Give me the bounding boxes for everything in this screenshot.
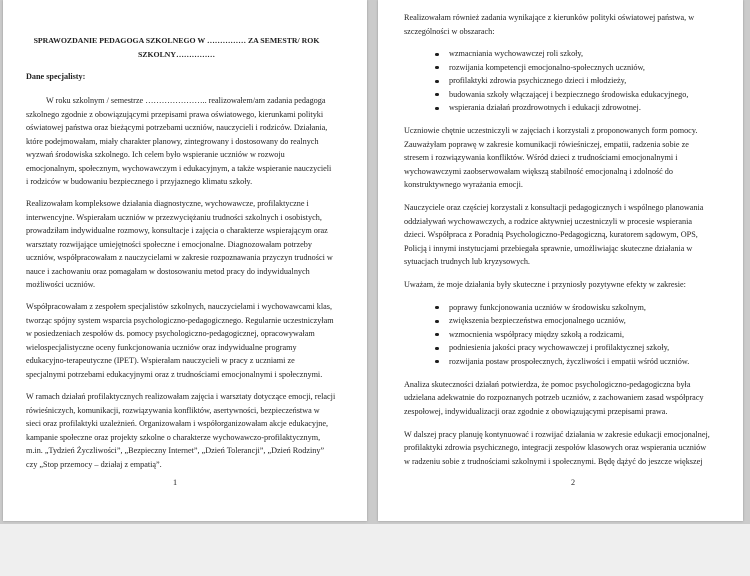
bullet-icon bbox=[435, 66, 438, 69]
document-page-2 bbox=[378, 0, 743, 521]
text-line: czy „Stop przemocy – działaj z empatią”. bbox=[26, 459, 162, 469]
list-item-text: wzmacniania wychowawczej roli szkoły, bbox=[449, 49, 584, 59]
text-line: wyzwań środowiska szkolnego. Ich celem było wspieranie uczniów w rozwoju bbox=[26, 150, 285, 160]
text-line: specjalnymi potrzebami edukacyjnymi oraz z trudnościami emocjonalnymi i społecznymi. bbox=[26, 369, 323, 379]
bullet-list bbox=[404, 301, 734, 369]
title-line: SZKOLNY…………… bbox=[137, 50, 216, 59]
list-item-text: rozwijania kompetencji emocjonalno-społecznych uczniów, bbox=[449, 62, 645, 72]
text-line: które podejmowałam, miały charakter planowy, zintegrowany i dostosowany do realnych bbox=[26, 136, 319, 146]
text-line: emocjonalnym, społecznym, wychowawczym i edukacyjnym, a także wspieranie nauczycieli bbox=[26, 163, 332, 173]
list-item-text: podniesienia jakości pracy wychowawczej i profilaktycznej szkoły, bbox=[449, 343, 670, 353]
text-line: Współpracowałam z zespołem specjalistów szkolnych, nauczycielami i wychowawcami klas, bbox=[26, 302, 333, 312]
text-line: m.in. „Tydzień Życzliwości”, „Bezpieczny Internet”, „Dzień Tolerancji”, „Dzień Rodziny” bbox=[26, 446, 325, 456]
paragraph bbox=[404, 11, 734, 38]
text-line: Nauczyciele oraz częściej korzystali z konsultacji pedagogicznych i wspólnego planowania bbox=[404, 203, 704, 213]
text-line: w radzeniu sobie z trudnościami szkolnymi i społecznymi. Będę dążyć do jeszcze większej bbox=[404, 456, 703, 466]
page-content bbox=[26, 34, 356, 480]
text-line: edukacyjno-terapeutyczne (IPET). Wspierałam nauczycieli w pracy z uczniami ze bbox=[26, 356, 295, 366]
list-item bbox=[404, 61, 734, 75]
text-line: możliwości uczniów. bbox=[26, 280, 96, 290]
bullet-icon bbox=[435, 53, 438, 56]
text-line: prowadziłam indywidualne rozmowy, konsultacje i zajęcia o charakterze wspierającym oraz bbox=[26, 226, 328, 236]
document-page-1 bbox=[3, 0, 367, 521]
text-line: W dalszej pracy planuję kontynuować i rozwijać działania w zakresie edukacji emocjonalnej, bbox=[404, 429, 710, 439]
text-line: dzieci. Współpraca z Poradnią Psychologiczno-Pedagogiczną, kuratorem sądowym, OPS, bbox=[404, 230, 698, 240]
paragraph bbox=[404, 378, 734, 419]
list-item-text: wspierania działań prozdrowotnych i edukacji zdrowotnej. bbox=[449, 103, 641, 113]
paragraph bbox=[26, 300, 356, 381]
text-line: Analiza skuteczności działań potwierdza, że pomoc psychologiczno-pedagogiczna była bbox=[404, 379, 691, 389]
text-line: warsztaty rozwijające umiejętności społeczne i emocjonalne. Diagnozowałam potrzeby bbox=[26, 239, 312, 249]
bullet-icon bbox=[435, 80, 438, 83]
text-line: kampanie społeczne oraz projekty szkolne o charakterze wychowawczo-profilaktycznym, bbox=[26, 432, 321, 442]
title-line: SPRAWOZDANIE PEDAGOGA SZKOLNEGO W …………… ZA SEMESTR/ ROK bbox=[33, 36, 320, 45]
list-item bbox=[404, 355, 734, 369]
text-line: szczególności w obszarach: bbox=[404, 26, 495, 36]
list-item bbox=[404, 328, 734, 342]
list-item bbox=[404, 301, 734, 315]
list-item bbox=[404, 341, 734, 355]
paragraph bbox=[26, 94, 356, 189]
list-item bbox=[404, 101, 734, 115]
bullet-list bbox=[404, 47, 734, 115]
text-line: Zauważyłam poprawę w zakresie komunikacji rówieśniczej, empatii, radzenia sobie ze bbox=[404, 139, 689, 149]
text-line: Realizowałam kompleksowe działania diagnostyczne, wychowawcze, profilaktyczne i bbox=[26, 199, 309, 209]
page-body bbox=[404, 11, 734, 468]
text-line: wychowawczymi zaobserwowałam większą stabilność emocjonalną i zdolność do bbox=[404, 166, 673, 176]
text-line: profilaktyki zdrowia psychicznego, integracji zespołów klasowych oraz wspierania uczniów bbox=[404, 443, 707, 453]
paragraph bbox=[404, 278, 734, 292]
paragraph bbox=[404, 201, 734, 269]
text-line: rówieśniczych, komunikacji, rozwiązywania konfliktów, asertywności, bezpieczeństwa w bbox=[26, 405, 320, 415]
page-body bbox=[26, 94, 356, 471]
list-item-text: budowania szkoły włączającej i bezpiecznego środowiska edukacyjnego, bbox=[449, 89, 689, 99]
bullet-icon bbox=[435, 333, 438, 336]
text-line: interwencyjne. Wspierałam uczniów w przezwyciężaniu trudności szkolnych i osobistych, bbox=[26, 212, 322, 222]
text-line: W ramach działań profilaktycznych realizowałam zajęcia i warsztaty dotyczące emocji, relacji bbox=[26, 392, 336, 402]
bullet-icon bbox=[435, 320, 438, 323]
text-line: W roku szkolnym / semestrze ………………….. realizowałem/am zadania pedagoga bbox=[46, 96, 326, 106]
page-number: 2 bbox=[571, 478, 576, 487]
page-content bbox=[404, 11, 734, 478]
text-line: tworząc spójny system wsparcia psychologiczno-pedagogicznego. Regularnie uczestniczyłam bbox=[26, 315, 334, 325]
text-line: uczniów, współpracowałam z nauczycielami w zakresie rozpoznawania przyczyn trudności w bbox=[26, 253, 333, 263]
paragraph bbox=[404, 428, 734, 469]
text-line: konstruktywnego wyrażania emocji. bbox=[404, 180, 523, 190]
bullet-icon bbox=[435, 107, 438, 110]
text-line: oddziaływań wychowawczych, a rodzice aktywniej uczestniczyli w procesie wspierania bbox=[404, 216, 693, 226]
list-item-text: wzmocnienia współpracy między szkołą a rodzicami, bbox=[449, 329, 625, 339]
text-line: w posiedzeniach zespołów ds. pomocy psychologiczno-pedagogicznej, opracowywałam bbox=[26, 329, 315, 339]
text-line: zespołowej, indywidualizacji oraz zgodnie z obowiązującymi przepisami prawa. bbox=[404, 406, 668, 416]
list-item bbox=[404, 88, 734, 102]
page-number: 1 bbox=[173, 478, 178, 487]
text-line: wielospecjalistyczne oceny funkcjonowania uczniów oraz indywidualne programy bbox=[26, 342, 297, 352]
document-title bbox=[17, 34, 337, 62]
text-line: i rodziców w budowaniu bezpiecznego i przyjaznego klimatu szkoły. bbox=[26, 177, 253, 187]
text-line: szkolnego zgodnie z obowiązującymi przepisami prawa oświatowego, kierunkami polityki bbox=[26, 109, 324, 119]
list-item-text: poprawy funkcjonowania uczniów w środowisku szkolnym, bbox=[449, 302, 646, 312]
list-item bbox=[404, 47, 734, 61]
text-line: oświatowej państwa oraz bieżącymi potrzebami uczniów, nauczycieli i rodziców. Działania, bbox=[26, 123, 328, 133]
bullet-icon bbox=[435, 306, 438, 309]
text-line: sytuacjach trudnych lub kryzysowych. bbox=[404, 257, 530, 267]
text-line: sieci oraz profilaktyki uzależnień. Organizowałam i współorganizowałam akcje edukacyjne, bbox=[26, 419, 329, 429]
text-line: nauce i zachowaniu oraz pomagałam w dostosowaniu metod pracy do indywidualnych bbox=[26, 266, 310, 276]
paragraph bbox=[26, 390, 356, 471]
text-line: Realizowałam również zadania wynikające z kierunków polityki oświatowej państwa, w bbox=[404, 13, 695, 22]
text-line: Uczniowie chętnie uczestniczyli w zajęciach i korzystali z proponowanych form pomocy. bbox=[404, 126, 698, 136]
text-line: udzielana adekwatnie do rozpoznanych potrzeb uczniów, z zachowaniem zasad współpracy bbox=[404, 393, 704, 403]
text-line: Uważam, że moje działania były skuteczne i przyniosły pozytywne efekty w zakresie: bbox=[404, 280, 686, 290]
paragraph bbox=[26, 197, 356, 292]
bullet-icon bbox=[435, 93, 438, 96]
list-item bbox=[404, 314, 734, 328]
list-item bbox=[404, 74, 734, 88]
list-item-text: zwiększenia bezpieczeństwa emocjonalnego uczniów, bbox=[449, 316, 626, 326]
bullet-icon bbox=[435, 347, 438, 350]
bullet-icon bbox=[435, 360, 438, 363]
text-line: Policją i innymi instytucjami przebiegała sprawnie, umożliwiając skuteczne działania w bbox=[404, 243, 693, 253]
section-heading: Dane specjalisty: bbox=[26, 72, 86, 82]
paragraph bbox=[404, 124, 734, 192]
text-line: stresem i rozwiązywania konfliktów. Wśród dzieci z trudnościami emocjonalnymi i bbox=[404, 153, 678, 163]
list-item-text: profilaktyki zdrowia psychicznego dzieci i młodzieży, bbox=[449, 76, 627, 86]
list-item-text: rozwijania postaw prospołecznych, życzliwości i empatii wśród uczniów. bbox=[449, 356, 690, 366]
